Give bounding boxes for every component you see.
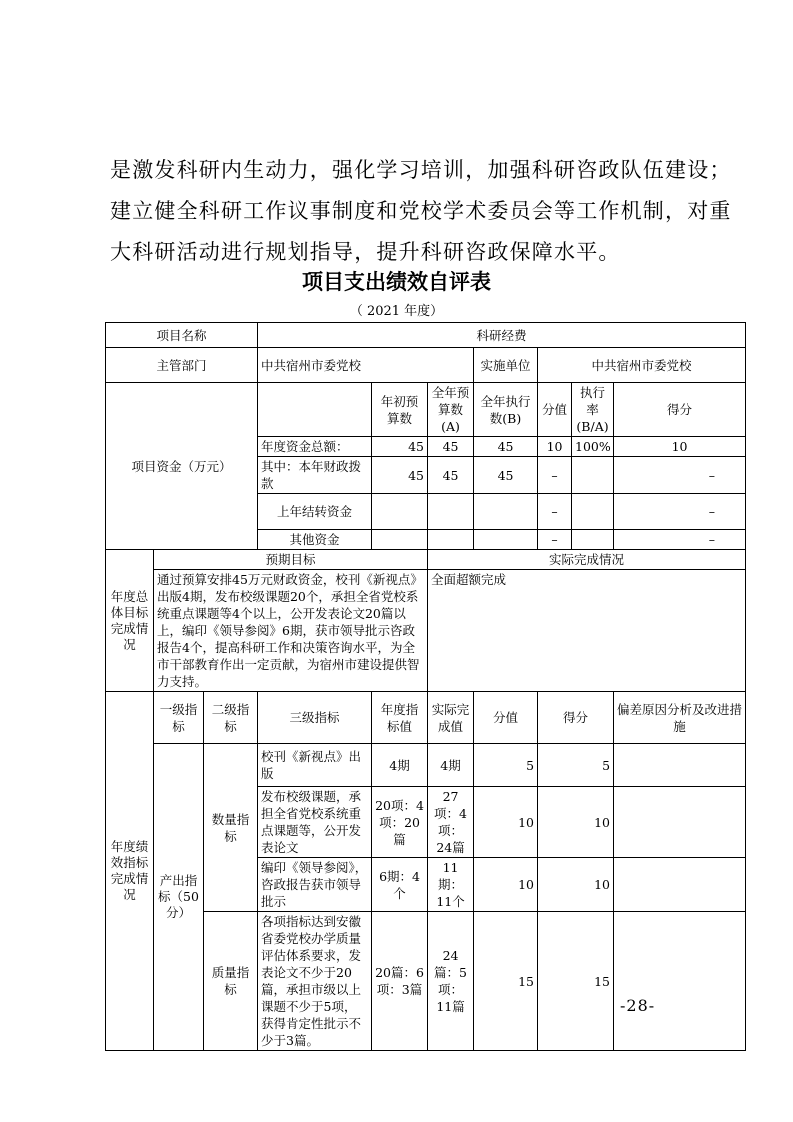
indicator-name: 编印《领导参阅》，咨政报告获市领导批示: [258, 858, 372, 912]
funds-cell: [372, 530, 428, 550]
impl-label: 实施单位: [474, 348, 538, 383]
funds-cell: 45: [428, 457, 474, 494]
actual-goals: 全面超额完成: [428, 570, 746, 692]
funds-header: 得分: [614, 383, 746, 437]
dept-value: 中共宿州市委党校: [258, 348, 474, 383]
funds-header: 全年预算数(A): [428, 383, 474, 437]
indicator-header: 分值: [474, 692, 538, 744]
funds-header: 分值: [538, 383, 572, 437]
level2-indicator: 质量指标: [204, 912, 258, 1051]
table-title: 项目支出绩效自评表: [302, 270, 491, 294]
goals-label: 年度总体目标完成情况: [106, 550, 154, 692]
funds-cell: 45: [372, 457, 428, 494]
funds-cell: –: [538, 457, 572, 494]
indicator-got: 15: [538, 912, 614, 1051]
indicator-got: 10: [538, 858, 614, 912]
indicator-target: 20篇：6项：3篇: [372, 912, 428, 1051]
dept-label: 主管部门: [106, 348, 258, 383]
expected-header: 预期目标: [154, 550, 428, 570]
project-name: 科研经费: [258, 323, 746, 348]
funds-cell: 45: [474, 457, 538, 494]
indicator-header: 实际完成值: [428, 692, 474, 744]
funds-header: 执行率(B/A): [572, 383, 614, 437]
indicator-name: 各项指标达到安徽省委党校办学质量评估体系要求，发表论文不少于20篇，承担市级以上课题不少于5项，获得肯定性批示不少于3篇。: [258, 912, 372, 1051]
indicator-note: [614, 744, 746, 787]
performance-table: [105, 322, 746, 1051]
indicator-score: 10: [474, 787, 538, 858]
indicator-target: 6期：4个: [372, 858, 428, 912]
year-label: （ 2021 年度）: [349, 304, 444, 319]
funds-cell: –: [614, 457, 746, 494]
indicator-name: 校刊《新视点》出版: [258, 744, 372, 787]
indicator-actual: 4期: [428, 744, 474, 787]
indicator-score: 10: [474, 858, 538, 912]
funds-cell: [428, 494, 474, 530]
actual-header: 实际完成情况: [428, 550, 746, 570]
indicator-name: 发布校级课题，承担全省党校系统重点课题等，公开发表论文: [258, 787, 372, 858]
intro-line: 是激发科研内生动力，强化学习培训，加强科研咨政队伍建设；: [110, 158, 732, 182]
intro-line: 建立健全科研工作议事制度和党校学术委员会等工作机制，对重: [110, 199, 732, 223]
funds-row-name: 其中：本年财政拨款: [258, 457, 372, 494]
funds-header: 全年执行数(B): [474, 383, 538, 437]
indicator-note: [614, 787, 746, 858]
funds-cell: [474, 494, 538, 530]
indicator-actual: 24篇：5项：11篇: [428, 912, 474, 1051]
funds-cell: [572, 494, 614, 530]
page-number: -28-: [620, 996, 656, 1015]
funds-blank-header: [258, 383, 372, 437]
funds-cell: [572, 530, 614, 550]
funds-row-name: 其他资金: [258, 530, 372, 550]
intro-line: 大科研活动进行规划指导，提升科研咨政保障水平。: [110, 240, 621, 264]
funds-cell: [372, 494, 428, 530]
indicator-got: 5: [538, 744, 614, 787]
funds-cell: [572, 457, 614, 494]
funds-cell: –: [538, 494, 572, 530]
funds-label: 项目资金（万元）: [106, 383, 258, 550]
funds-cell: 100%: [572, 437, 614, 457]
indicator-header: 一级指标: [154, 692, 204, 744]
funds-cell: –: [538, 530, 572, 550]
funds-row-name: 年度资金总额：: [258, 437, 372, 457]
funds-cell: 45: [428, 437, 474, 457]
indicator-actual: 11期：11个: [428, 858, 474, 912]
project-name-label: 项目名称: [106, 323, 258, 348]
funds-row-name: 上年结转资金: [258, 494, 372, 530]
level2-indicator: 数量指标: [204, 744, 258, 912]
indicator-score: 5: [474, 744, 538, 787]
funds-cell: –: [614, 494, 746, 530]
indicator-note: [614, 858, 746, 912]
indicators-label: 年度绩效指标完成情况: [106, 692, 154, 1051]
funds-cell: 10: [614, 437, 746, 457]
funds-cell: –: [614, 530, 746, 550]
indicator-header: 三级指标: [258, 692, 372, 744]
indicator-header: 得分: [538, 692, 614, 744]
indicator-actual: 27项：4项：24篇: [428, 787, 474, 858]
indicator-header: 年度指标值: [372, 692, 428, 744]
indicator-note: [614, 912, 746, 1051]
expected-goals: 通过预算安排45万元财政资金，校刊《新视点》出版4期，发布校级课题20个，承担全省党校系统重点课题等4个以上，公开发表论文20篇以上，编印《领导参阅》6期，获市领导批示咨政报告4个，提高科研工作和决策咨询水平，为全市干部教育作出一定贡献，为宿州市建设提供智力支持。: [154, 570, 428, 692]
funds-cell: [428, 530, 474, 550]
impl-value: 中共宿州市委党校: [538, 348, 746, 383]
indicator-header: 偏差原因分析及改进措施: [614, 692, 746, 744]
intro-text: [110, 150, 750, 273]
level1-indicator: 产出指标（50分）: [154, 744, 204, 1051]
funds-cell: 10: [538, 437, 572, 457]
indicator-score: 15: [474, 912, 538, 1051]
funds-cell: 45: [474, 437, 538, 457]
indicator-target: 4期: [372, 744, 428, 787]
funds-cell: 45: [372, 437, 428, 457]
indicator-header: 二级指标: [204, 692, 258, 744]
funds-cell: [474, 530, 538, 550]
funds-header: 年初预算数: [372, 383, 428, 437]
indicator-got: 10: [538, 787, 614, 858]
indicator-target: 20项：4项：20篇: [372, 787, 428, 858]
